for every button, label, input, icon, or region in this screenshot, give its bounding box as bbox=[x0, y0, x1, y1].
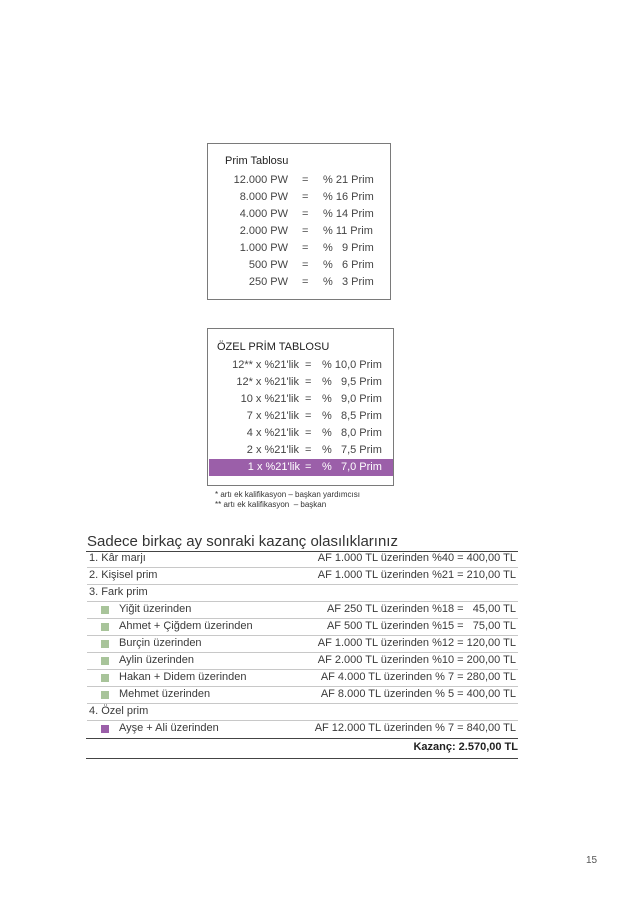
pw-cell: 500 PW bbox=[248, 259, 288, 271]
ozel-table-row bbox=[208, 391, 393, 408]
eq-cell: = bbox=[305, 359, 312, 371]
earning-value: AF 1.000 TL üzerinden %12 = 120,00 TL bbox=[317, 637, 516, 649]
earning-row bbox=[87, 669, 518, 687]
earning-row bbox=[87, 686, 518, 704]
page-number: 15 bbox=[586, 855, 598, 866]
footnote-double-star: ** artı ek kalifikasyon – başkan bbox=[215, 500, 327, 509]
ozel-table-row bbox=[208, 357, 393, 374]
earning-row bbox=[87, 567, 518, 585]
total-divider bbox=[86, 738, 518, 739]
prim-cell: % 16 Prim bbox=[323, 191, 374, 203]
earning-label: Hakan + Didem üzerinden bbox=[119, 671, 247, 683]
green-square-icon bbox=[101, 640, 109, 648]
prim-cell: % 9,5 Prim bbox=[322, 376, 382, 388]
prim-cell: % 14 Prim bbox=[323, 208, 374, 220]
earning-row bbox=[87, 652, 518, 670]
earning-value: AF 2.000 TL üzerinden %10 = 200,00 TL bbox=[317, 654, 516, 666]
ozel-table-row bbox=[208, 425, 393, 442]
earning-row bbox=[87, 635, 518, 653]
multiplier-cell: 7 x %21'lik bbox=[246, 410, 299, 422]
prim-cell: % 21 Prim bbox=[323, 174, 374, 186]
total-earnings: Kazanç: 2.570,00 TL bbox=[413, 741, 518, 753]
earning-label: 1. Kâr marjı bbox=[89, 552, 146, 564]
green-square-icon bbox=[101, 606, 109, 614]
earning-label: 2. Kişisel prim bbox=[89, 569, 158, 581]
pw-cell: 2.000 PW bbox=[239, 225, 288, 237]
eq-cell: = bbox=[305, 427, 312, 439]
earning-row bbox=[87, 550, 518, 568]
ozel-table-row bbox=[208, 442, 393, 459]
prim-cell: % 9 Prim bbox=[323, 242, 374, 254]
eq-cell: = bbox=[305, 393, 312, 405]
prim-table-row bbox=[208, 206, 390, 223]
earning-value: AF 500 TL üzerinden %15 = 75,00 TL bbox=[326, 620, 516, 632]
green-square-icon bbox=[101, 691, 109, 699]
prim-table bbox=[207, 143, 391, 300]
earning-value: AF 12.000 TL üzerinden % 7 = 840,00 TL bbox=[314, 722, 516, 734]
earning-value: AF 8.000 TL üzerinden % 5 = 400,00 TL bbox=[320, 688, 516, 700]
multiplier-cell: 12** x %21'lik bbox=[232, 359, 299, 371]
prim-table-row bbox=[208, 172, 390, 189]
prim-cell: % 3 Prim bbox=[323, 276, 374, 288]
earning-label: Burçin üzerinden bbox=[119, 637, 202, 649]
ozel-table-row-highlighted bbox=[209, 459, 393, 476]
eq-cell: = bbox=[302, 208, 309, 220]
eq-cell: = bbox=[302, 259, 309, 271]
total-underline bbox=[86, 758, 518, 759]
prim-cell: % 8,0 Prim bbox=[322, 427, 382, 439]
ozel-prim-table bbox=[207, 328, 394, 486]
earning-row bbox=[87, 584, 518, 602]
ozel-table-row bbox=[208, 408, 393, 425]
prim-table-row bbox=[208, 274, 390, 291]
pw-cell: 250 PW bbox=[248, 276, 288, 288]
pw-cell: 8.000 PW bbox=[239, 191, 288, 203]
earning-row bbox=[87, 618, 518, 636]
earning-row bbox=[87, 720, 518, 737]
multiplier-cell: 10 x %21'lik bbox=[240, 393, 299, 405]
prim-table-row bbox=[208, 257, 390, 274]
earning-row bbox=[87, 703, 518, 721]
earning-value: AF 4.000 TL üzerinden % 7 = 280,00 TL bbox=[320, 671, 516, 683]
purple-square-icon bbox=[101, 725, 109, 733]
eq-cell: = bbox=[305, 376, 312, 388]
pw-cell: 4.000 PW bbox=[239, 208, 288, 220]
prim-table-row bbox=[208, 223, 390, 240]
prim-cell: % 7,5 Prim bbox=[322, 444, 382, 456]
eq-cell: = bbox=[302, 276, 309, 288]
eq-cell: = bbox=[302, 174, 309, 186]
multiplier-cell: 1 x %21'lik bbox=[247, 461, 300, 473]
earning-label: Ayşe + Ali üzerinden bbox=[119, 722, 219, 734]
footnote-single-star: * artı ek kalifikasyon – başkan yardımcısı bbox=[215, 490, 360, 499]
earning-value: AF 1.000 TL üzerinden %40 = 400,00 TL bbox=[317, 552, 516, 564]
eq-cell: = bbox=[305, 444, 312, 456]
earning-row bbox=[87, 601, 518, 619]
prim-cell: % 11 Prim bbox=[323, 225, 373, 237]
earning-label: Aylin üzerinden bbox=[119, 654, 195, 666]
earning-value: AF 1.000 TL üzerinden %21 = 210,00 TL bbox=[317, 569, 516, 581]
multiplier-cell: 2 x %21'lik bbox=[246, 444, 299, 456]
prim-cell: % 6 Prim bbox=[323, 259, 374, 271]
eq-cell: = bbox=[302, 242, 309, 254]
multiplier-cell: 4 x %21'lik bbox=[246, 427, 299, 439]
multiplier-cell: 12* x %21'lik bbox=[236, 376, 299, 388]
eq-cell: = bbox=[302, 225, 309, 237]
eq-cell: = bbox=[305, 461, 312, 473]
green-square-icon bbox=[101, 674, 109, 682]
ozel-table-title: ÖZEL PRİM TABLOSU bbox=[217, 341, 330, 353]
prim-cell: % 9,0 Prim bbox=[322, 393, 382, 405]
green-square-icon bbox=[101, 623, 109, 631]
earning-label: Mehmet üzerinden bbox=[119, 688, 211, 700]
prim-table-title: Prim Tablosu bbox=[225, 155, 289, 167]
prim-table-row bbox=[208, 240, 390, 257]
earning-label: 3. Fark prim bbox=[89, 586, 148, 598]
prim-cell: % 8,5 Prim bbox=[322, 410, 382, 422]
prim-cell: % 10,0 Prim bbox=[322, 359, 382, 371]
pw-cell: 1.000 PW bbox=[239, 242, 288, 254]
earning-label: Yiğit üzerinden bbox=[119, 603, 192, 615]
section-heading: Sadece birkaç ay sonraki kazanç olasılıklarınız bbox=[87, 533, 398, 550]
eq-cell: = bbox=[302, 191, 309, 203]
earning-value: AF 250 TL üzerinden %18 = 45,00 TL bbox=[326, 603, 516, 615]
green-square-icon bbox=[101, 657, 109, 665]
eq-cell: = bbox=[305, 410, 312, 422]
prim-table-row bbox=[208, 189, 390, 206]
pw-cell: 12.000 PW bbox=[233, 174, 288, 186]
prim-cell: % 7,0 Prim bbox=[322, 461, 382, 473]
ozel-table-row bbox=[208, 374, 393, 391]
earning-label: Ahmet + Çiğdem üzerinden bbox=[119, 620, 253, 632]
earning-label: 4. Özel prim bbox=[89, 705, 149, 717]
